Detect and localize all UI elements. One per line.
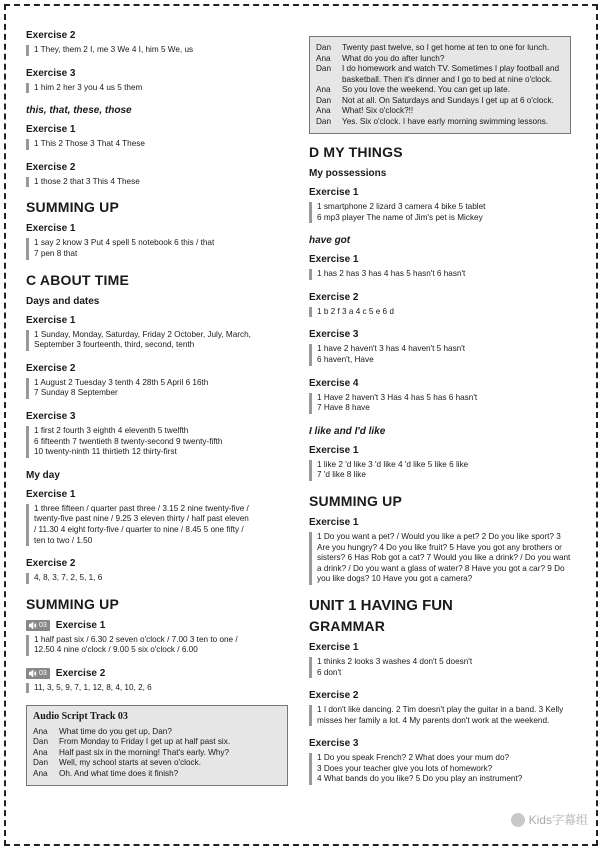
script-line: Ana Half past six in the morning! That's early. Why? bbox=[33, 747, 230, 757]
audio-script-box bbox=[26, 705, 288, 786]
audio-track-badge[interactable]: 03 bbox=[26, 668, 50, 679]
answer-block: 1 They, them 2 I, me 3 We 4 I, him 5 We, us bbox=[26, 45, 288, 56]
answer-block: 1 This 2 Those 3 That 4 These bbox=[26, 139, 288, 150]
exercise-heading: Exercise 3 bbox=[309, 738, 359, 750]
wechat-icon bbox=[511, 813, 525, 827]
script-line: Dan From Monday to Friday I get up at half past six. bbox=[33, 737, 231, 747]
exercise-heading: Exercise 2 bbox=[309, 291, 359, 303]
answer-block: 1 has 2 has 3 has 4 has 5 hasn't 6 hasn't bbox=[309, 269, 571, 280]
section-subtitle: this, that, these, those bbox=[26, 105, 132, 117]
answer-block: 1 Have 2 haven't 3 Has 4 has 5 has 6 hasn't 7 Have 8 have bbox=[309, 393, 571, 414]
script-line: Dan Yes. Six o'clock. I have early morning swimming lessons. bbox=[316, 116, 549, 126]
section-heading: SUMMING UP bbox=[26, 199, 119, 216]
exercise-heading: Exercise 1 bbox=[26, 314, 76, 326]
section-subtitle: My day bbox=[26, 469, 60, 481]
answer-block: 1 half past six / 6.30 2 seven o'clock / 7.00 3 ten to one / 12.50 4 nine o'clock / 9.00 5 six o'clock / 6.00 bbox=[26, 635, 288, 656]
exercise-heading-with-track: 03 Exercise 1 bbox=[26, 620, 288, 631]
exercise-heading: Exercise 3 bbox=[26, 410, 76, 422]
exercise-heading: Exercise 1 bbox=[309, 641, 359, 653]
exercise-heading: Exercise 2 bbox=[26, 30, 76, 41]
section-subtitle: have got bbox=[309, 235, 351, 247]
script-line: Ana What time do you get up, Dan? bbox=[33, 726, 172, 736]
watermark: Kids字幕组 bbox=[511, 811, 588, 828]
script-line: Ana What! Six o'clock?!! bbox=[316, 106, 414, 115]
script-line: Ana So you love the weekend. You can get up late. bbox=[316, 85, 510, 94]
answer-block: 1 I don't like dancing. 2 Tim doesn't play the guitar in a band. 3 Kelly misses her family a lot. 4 My parents don't work at the weekend. bbox=[309, 705, 571, 726]
exercise-heading: Exercise 1 bbox=[26, 124, 76, 136]
exercise-heading: Exercise 1 bbox=[26, 488, 76, 500]
answer-block: 1 smartphone 2 lizard 3 camera 4 bike 5 tablet 6 mp3 player The name of Jim's pet is Mickey bbox=[309, 202, 571, 223]
answer-block: 1 August 2 Tuesday 3 tenth 4 28th 5 April 6 16th 7 Sunday 8 September bbox=[26, 378, 288, 399]
section-subtitle: My possessions bbox=[309, 168, 387, 179]
script-line: Ana Oh. And what time does it finish? bbox=[33, 768, 179, 778]
audio-track-badge[interactable]: 03 bbox=[26, 620, 50, 631]
script-line: Dan I do homework and watch TV. Sometimes I play football and basketball. Then it's dinner and I go to bed at nine o'clock. bbox=[316, 64, 560, 84]
exercise-heading: Exercise 1 bbox=[309, 187, 359, 198]
answer-block: 1 first 2 fourth 3 eighth 4 eleventh 5 twelfth 6 fifteenth 7 twentieth 8 twenty-second 9 twenty-fifth 10 twenty-ninth 11 thirtieth 12 thirty-first bbox=[26, 426, 288, 458]
exercise-heading: Exercise 2 bbox=[26, 558, 76, 570]
answer-block: 1 like 2 'd like 3 'd like 4 'd like 5 like 6 like 7 'd like 8 like bbox=[309, 460, 571, 481]
audio-script-box-continued bbox=[309, 36, 571, 134]
exercise-heading: Exercise 4 bbox=[309, 377, 359, 389]
left-column bbox=[26, 30, 288, 786]
exercise-heading: Exercise 2 bbox=[309, 690, 359, 702]
exercise-heading: Exercise 1 bbox=[309, 444, 359, 456]
speaker-icon bbox=[29, 622, 37, 629]
answer-block: 1 him 2 her 3 you 4 us 5 them bbox=[26, 83, 288, 94]
section-subtitle: I like and I'd like bbox=[309, 425, 386, 437]
section-heading: C ABOUT TIME bbox=[26, 271, 129, 288]
exercise-heading: Exercise 2 bbox=[26, 362, 76, 374]
section-heading: SUMMING UP bbox=[309, 492, 402, 509]
script-line: Ana What do you do after lunch? bbox=[316, 53, 445, 63]
right-column bbox=[309, 36, 571, 797]
answer-block: 1 have 2 haven't 3 has 4 haven't 5 hasn't 6 haven't, Have bbox=[309, 344, 571, 365]
answer-block: 4, 8, 3, 7, 2, 5, 1, 6 bbox=[26, 573, 288, 584]
speaker-icon bbox=[29, 670, 37, 677]
exercise-heading: Exercise 3 bbox=[26, 67, 76, 79]
exercise-heading: Exercise 1 bbox=[309, 254, 359, 266]
section-heading: SUMMING UP bbox=[26, 595, 119, 612]
exercise-heading-with-track: 03 Exercise 2 bbox=[26, 668, 288, 679]
answer-block: 1 Do you speak French? 2 What does your mum do? 3 Does your teacher give you lots of homework? 4 What bands do you like? 5 Do you play an instrument? bbox=[309, 753, 571, 785]
exercise-heading: Exercise 1 bbox=[309, 516, 359, 528]
script-line: Dan Not at all. On Saturdays and Sundays I get up at 6 o'clock. bbox=[316, 95, 554, 105]
unit-title: UNIT 1 HAVING FUN bbox=[309, 596, 453, 614]
answer-block: 1 thinks 2 looks 3 washes 4 don't 5 doesn't 6 don't bbox=[309, 657, 571, 678]
script-line: Dan Twenty past twelve, so I get home at ten to one for lunch. bbox=[316, 43, 550, 52]
answer-block: 1 three fifteen / quarter past three / 3.15 2 nine twenty-five / twenty-five past nine / 9.25 3 eleven thirty / half past eleven / 11.30 4 eight forty-five / quarter to nine / 8.45 5 one fifty / ten to two / 1.50 bbox=[26, 504, 288, 546]
answer-block: 1 those 2 that 3 This 4 These bbox=[26, 177, 288, 188]
section-heading: D MY THINGS bbox=[309, 144, 403, 160]
exercise-heading: Exercise 3 bbox=[309, 329, 359, 341]
answer-block: 1 b 2 f 3 a 4 c 5 e 6 d bbox=[309, 307, 571, 318]
exercise-heading: Exercise 1 bbox=[26, 223, 76, 235]
answer-block: 1 Sunday, Monday, Saturday, Friday 2 October, July, March, September 3 fourteenth, third, second, tenth bbox=[26, 330, 288, 351]
audio-script-title: Audio Script Track 03 bbox=[33, 711, 128, 723]
script-line: Dan Well, my school starts at seven o'clock. bbox=[33, 758, 202, 768]
answer-block: 1 Do you want a pet? / Would you like a pet? 2 Do you like sport? 3 Are you hungry? 4 Do you like fruit? 5 Have you got any brothers or sisters? 6 Has Rob got a cat? 7 Would you like a drink? / Do you want a drink? / Do you want a glass of water? 8 Have you got a car? 9 Do you like dogs? 10 Have you got a camera? bbox=[309, 532, 571, 585]
answer-block: 1 say 2 know 3 Put 4 spell 5 notebook 6 this / that 7 pen 8 that bbox=[26, 238, 288, 259]
exercise-heading: Exercise 2 bbox=[26, 161, 76, 173]
section-heading: GRAMMAR bbox=[309, 617, 386, 634]
answer-block: 11, 3, 5, 9, 7, 1, 12, 8, 4, 10, 2, 6 bbox=[26, 683, 288, 694]
section-subtitle: Days and dates bbox=[26, 295, 100, 307]
